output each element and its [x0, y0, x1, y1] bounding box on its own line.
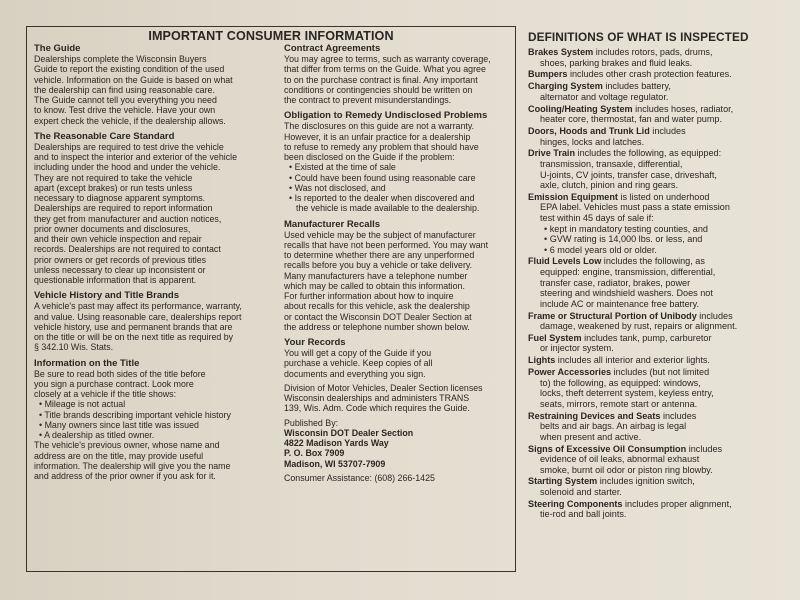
- definition-term: Fluid Levels Low: [528, 256, 602, 267]
- publisher-address: [284, 428, 512, 469]
- text-line: and address of the prior owner if you ask for it.: [34, 471, 216, 481]
- definition-continuation: smoke, burnt oil odor or piston ring blowby.: [540, 464, 713, 475]
- section-vehicle-history: [34, 290, 274, 352]
- vehicle-history-body: [34, 301, 274, 352]
- consumer-assistance: Consumer Assistance: (608) 266-1425: [284, 472, 435, 483]
- definition-term: Steering Components: [528, 498, 623, 509]
- text-line: • A dealership as titled owner.: [34, 430, 274, 440]
- definition-item: [528, 148, 790, 190]
- text-line: the address or telephone number shown below.: [284, 321, 470, 332]
- text-line: Wisconsin DOT Dealer Section: [284, 427, 414, 438]
- definition-term: Brakes System: [528, 47, 594, 57]
- text-line: conditions or contingencies should be written on: [284, 84, 473, 95]
- definition-continuation: equipped: engine, transmission, differential,: [540, 267, 716, 278]
- definition-continuation: test within 45 days of sale if:: [540, 212, 654, 223]
- definition-item: [528, 444, 790, 476]
- definition-continuation: tie-rod and ball joints.: [540, 509, 627, 520]
- definition-term: Drive Train: [528, 148, 576, 159]
- heading-vehicle-history: Vehicle History and Title Brands: [34, 290, 180, 302]
- title-info-body: [34, 369, 274, 400]
- text-line: records. Dealerships are not required to contact: [34, 244, 221, 255]
- text-line: to determine whether there are any unperformed: [284, 250, 475, 260]
- definition-continuation: locks, theft deterrent system, keyless entry,: [540, 388, 714, 399]
- definition-text: includes (but not limited: [611, 367, 710, 378]
- definition-continuation: solenoid and starter.: [540, 487, 622, 498]
- definition-continuation: damage, weakened by rust, repairs or alignment.: [540, 321, 738, 332]
- text-line: necessary to diagnose apparent symptoms.: [34, 193, 206, 203]
- section-reasonable-care: [34, 131, 274, 286]
- definition-term: Doors, Hoods and Trunk Lid: [528, 126, 650, 137]
- definition-text: includes rotors, pads, drums,: [593, 47, 713, 57]
- definition-text: includes battery,: [602, 81, 671, 92]
- definition-item: [528, 256, 790, 309]
- definition-continuation: to) the following, as equipped: windows,: [540, 377, 701, 388]
- records-body-2: [284, 383, 512, 414]
- definition-text: includes ignition switch,: [597, 476, 695, 487]
- obligation-bullets: [284, 162, 512, 203]
- definition-continuation: include AC or maintenance free battery.: [540, 298, 700, 309]
- definition-continuation: heater core, thermostat, fan and water pump.: [540, 114, 722, 125]
- definition-continuation: transmission, transaxle, differential,: [540, 158, 683, 169]
- definition-item: [528, 333, 790, 354]
- contract-body: [284, 54, 512, 105]
- definitions-list: [528, 47, 790, 521]
- definition-continuation: or injector system.: [540, 343, 614, 354]
- section-recalls: [284, 219, 512, 333]
- published-by: Published By:: [284, 417, 339, 428]
- heading-records: Your Records: [284, 337, 346, 348]
- text-line: • Many owners since last title was issued: [34, 420, 274, 430]
- definition-term: Cooling/Heating System: [528, 103, 633, 114]
- text-line: questionable information that is apparent.: [34, 275, 197, 285]
- text-line: they get from manufacturer and auction notices,: [34, 213, 222, 224]
- definition-term: Restraining Devices and Seats: [528, 410, 661, 421]
- definition-continuation: U-joints, CV joints, transfer case, driveshaft,: [540, 169, 717, 180]
- text-line: expert check the vehicle, if the dealership allows.: [34, 115, 226, 126]
- records-body: [284, 348, 512, 379]
- definition-continuation: seats, mirrors, remote start or antenna.: [540, 398, 698, 409]
- definition-continuation: hinges, locks and latches.: [540, 136, 645, 147]
- heading-title-info: Information on the Title: [34, 357, 140, 369]
- definition-text: includes: [649, 126, 686, 137]
- guide-body: [34, 54, 274, 126]
- recalls-body: [284, 230, 512, 333]
- text-line: You will get a copy of the Guide if you: [284, 348, 432, 358]
- text-line: P. O. Box 7909: [284, 448, 345, 459]
- definition-text: includes: [696, 310, 733, 321]
- text-line: Wisconsin dealerships and administers TRANS: [284, 393, 470, 403]
- section-contract: [284, 43, 512, 105]
- text-line: Used vehicle may be the subject of manufacturer: [284, 229, 476, 240]
- definition-item: [528, 476, 790, 497]
- definition-continuation: shoes, parking brakes and fluid leaks.: [540, 57, 693, 68]
- definition-continuation: alternator and voltage regulator.: [540, 91, 669, 102]
- text-line: unless necessary to clear up inconsistent or: [34, 264, 206, 275]
- definition-term: Frame or Structural Portion of Unibody: [528, 310, 697, 321]
- obligation-cont: the vehicle is made available to the dealership.: [296, 203, 480, 214]
- definition-term: Lights: [528, 355, 556, 366]
- text-line: The Guide cannot tell you everything you need: [34, 95, 217, 105]
- section-guide: [34, 43, 274, 126]
- definition-continuation: evidence of oil leaks, abnormal exhaust: [540, 454, 700, 465]
- definition-term: Signs of Excessive Oil Consumption: [528, 443, 687, 454]
- definition-term: Power Accessories: [528, 367, 612, 378]
- definition-text: includes tank, pump, carburetor: [581, 332, 712, 343]
- text-line: that differ from terms on the Guide. What you agree: [284, 64, 486, 75]
- text-line: Dealerships are required to report information: [34, 203, 213, 214]
- text-line: Guide to report the existing condition of the used: [34, 64, 225, 75]
- definition-term: Bumpers: [528, 69, 568, 80]
- definition-text: includes hoses, radiator,: [632, 103, 734, 114]
- definition-continuation: steering and windshield washers. Does not: [540, 288, 713, 299]
- text-line: the dealership can find using reasonable care.: [34, 84, 215, 95]
- definition-term: Charging System: [528, 81, 603, 92]
- definition-item: [528, 411, 790, 443]
- text-line: and value. Using reasonable care, dealerships report: [34, 311, 242, 322]
- text-line: vehicle. Information on the Guide is based on what: [34, 74, 233, 85]
- definition-item: [528, 126, 790, 147]
- text-line: § 342.10 Wis. Stats.: [34, 342, 114, 353]
- text-line: • Mileage is not actual: [34, 399, 274, 409]
- definition-continuation: when present and active.: [540, 431, 642, 442]
- text-line: However, it is an unfair practice for a dealership: [284, 131, 471, 142]
- definition-item: [528, 104, 790, 125]
- title-info-bullets: [34, 399, 274, 440]
- reasonable-care-body: [34, 142, 274, 286]
- definition-continuation: belts and air bags. An airbag is legal: [540, 421, 687, 432]
- definition-continuation: axle, clutch, pinion and ring gears.: [540, 180, 679, 191]
- text-line: closely at a vehicle if the title shows:: [34, 389, 177, 399]
- text-line: The disclosures on this guide are not a warranty.: [284, 121, 475, 132]
- text-line: and to inspect the interior and exterior of the vehicle: [34, 152, 238, 162]
- text-line: which may be called to obtain this information.: [284, 280, 465, 291]
- text-line: documents and everything you sign.: [284, 368, 426, 379]
- definition-item: [528, 499, 790, 520]
- section-records: [284, 337, 512, 483]
- text-line: vehicle history, use and permanent brands that are: [34, 321, 233, 332]
- text-line: to refuse to remedy any problem that should have: [284, 141, 479, 152]
- definition-item: [528, 81, 790, 102]
- text-line: 139, Wis. Adm. Code which requires the Guide.: [284, 403, 470, 414]
- text-line: you sign a purchase contract. Look more: [34, 378, 194, 389]
- text-line: about recalls for this vehicle, ask the dealership: [284, 301, 470, 312]
- text-line: or contact the Wisconsin DOT Dealer Section at: [284, 311, 472, 322]
- definition-text: includes the following, as equipped:: [575, 148, 722, 159]
- obligation-body: [284, 121, 512, 162]
- text-line: on the title or will be on the next title as required by: [34, 332, 234, 342]
- text-line: apart (except brakes) or run tests unless: [34, 182, 193, 193]
- title-info-after: [34, 440, 274, 481]
- text-line: Be sure to read both sides of the title before: [34, 368, 206, 379]
- definition-text: includes all interior and exterior lights.: [555, 355, 710, 366]
- text-line: recalls that have not been performed. You may want: [284, 239, 489, 250]
- text-line: Dealerships are required to test drive the vehicle: [34, 141, 224, 152]
- middle-column: [284, 43, 512, 488]
- definition-item: [528, 192, 790, 255]
- text-line: Many manufacturers have a telephone number: [284, 270, 468, 281]
- definition-continuation: EPA label. Vehicles must pass a state emission: [540, 202, 730, 213]
- heading-contract: Contract Agreements: [284, 43, 381, 54]
- text-line: • Title brands describing important vehicle history: [34, 410, 274, 420]
- text-line: and their own vehicle inspection and repair: [34, 234, 202, 244]
- consumer-info-box: [26, 26, 516, 572]
- heading-obligation: Obligation to Remedy Undisclosed Problems: [284, 110, 488, 122]
- text-line: The vehicle's previous owner, whose name and: [34, 440, 220, 451]
- text-line: purchase a vehicle. Keep copies of all: [284, 358, 433, 369]
- text-line: You may agree to terms, such as warranty coverage,: [284, 54, 491, 64]
- definition-bullet: • GVW rating is 14,000 lbs. or less, and: [528, 234, 790, 245]
- text-line: • Existed at the time of sale: [284, 162, 512, 172]
- heading-reasonable-care: The Reasonable Care Standard: [34, 130, 175, 142]
- definition-term: Emission Equipment: [528, 191, 618, 202]
- text-line: • Was not disclosed, and: [284, 183, 512, 193]
- section-obligation: [284, 110, 512, 213]
- definition-term: Fuel System: [528, 332, 582, 343]
- text-line: For further information about how to inquire: [284, 291, 454, 301]
- text-line: Division of Motor Vehicles, Dealer Section licenses: [284, 382, 483, 393]
- text-line: prior owners or get records of previous titles: [34, 254, 207, 265]
- definition-bullet: • 6 model years old or older.: [528, 245, 790, 256]
- definition-text: is listed on underhood: [617, 191, 710, 202]
- heading-recalls: Manufacturer Recalls: [284, 218, 381, 230]
- definition-item: [528, 367, 790, 409]
- text-line: A vehicle's past may affect its performance, warranty,: [34, 301, 242, 312]
- box-title: IMPORTANT CONSUMER INFORMATION: [148, 29, 394, 43]
- definitions-title: DEFINITIONS OF WHAT IS INSPECTED: [528, 30, 749, 44]
- definition-item: [528, 47, 790, 68]
- definition-text: includes: [660, 410, 697, 421]
- text-line: information. The dealership will give you the name: [34, 460, 231, 471]
- text-line: the contract to prevent misunderstandings.: [284, 95, 452, 105]
- definition-text: includes other crash protection features.: [567, 69, 732, 80]
- heading-guide: The Guide: [34, 43, 81, 54]
- text-line: • Could have been found using reasonable care: [284, 173, 512, 183]
- text-line: Dealerships complete the Wisconsin Buyers: [34, 54, 207, 64]
- definition-text: includes proper alignment,: [622, 498, 732, 509]
- definition-text: includes: [686, 443, 723, 454]
- section-title-info: [34, 358, 274, 482]
- text-line: including under the hood and under the vehicle.: [34, 162, 221, 173]
- definition-bullet: • kept in mandatory testing counties, and: [528, 224, 790, 235]
- text-line: to know. Test drive the vehicle. Have your own: [34, 105, 216, 116]
- text-line: Madison, WI 53707-7909: [284, 458, 386, 469]
- definition-item: [528, 69, 790, 80]
- text-line: recalls before you buy a vehicle or take delivery.: [284, 260, 473, 271]
- text-line: They are not required to take the vehicle: [34, 172, 193, 183]
- text-line: address are on the title, may provide useful: [34, 450, 204, 461]
- left-column: [34, 43, 274, 486]
- definition-term: Starting System: [528, 476, 598, 487]
- definition-continuation: transfer case, radiator, brakes, power: [540, 277, 691, 288]
- definition-text: includes the following, as: [601, 256, 705, 267]
- text-line: prior owner documents and disclosures,: [34, 223, 191, 234]
- definition-item: [528, 355, 790, 366]
- text-line: been disclosed on the Guide if the problem:: [284, 152, 455, 162]
- text-line: 4822 Madison Yards Way: [284, 438, 389, 448]
- text-line: • Is reported to the dealer when discovered and: [284, 193, 512, 203]
- text-line: to on the purchase contract is final. Any important: [284, 74, 478, 85]
- definition-item: [528, 311, 790, 332]
